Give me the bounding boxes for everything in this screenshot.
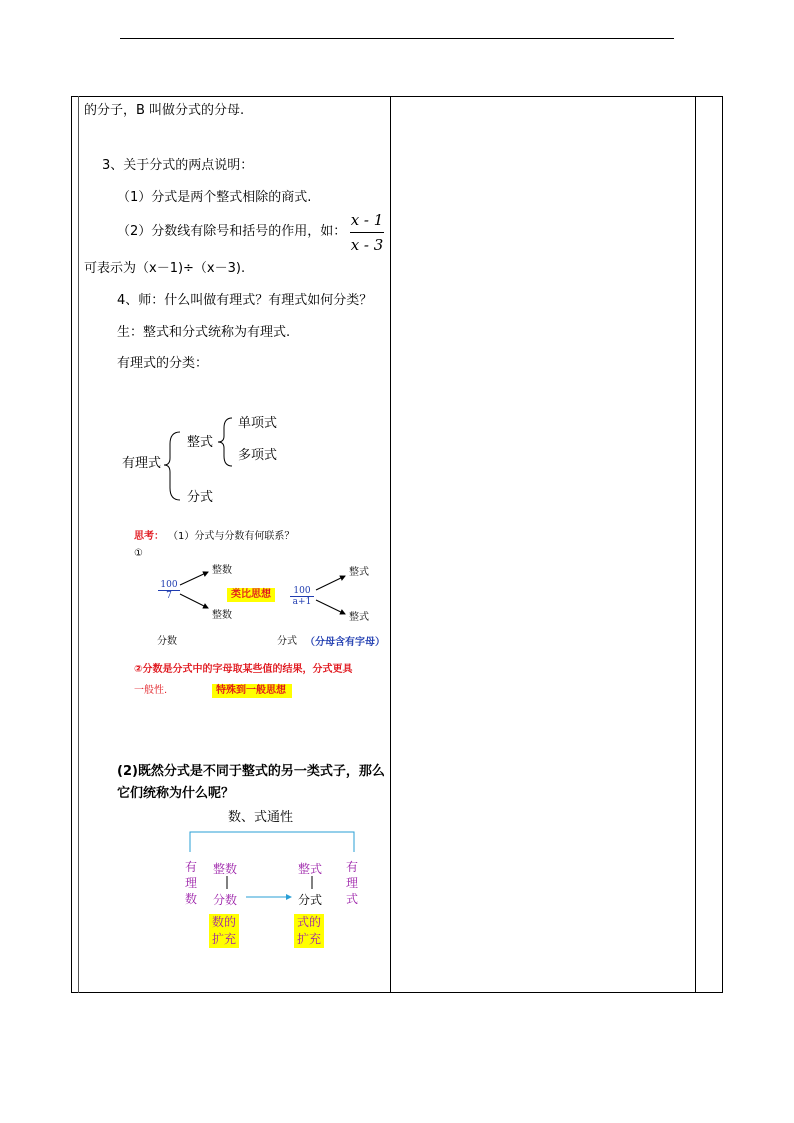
student-answer: 生：整式和分式统称为有理式. — [117, 325, 291, 340]
question-2-line1: (2)既然分式是不同于整式的另一类式子，那么 — [117, 764, 385, 779]
tree-leaf-monomial: 单项式 — [238, 416, 278, 431]
think-item-marker: ① — [134, 548, 143, 559]
rational-number-char-3: 数 — [184, 892, 197, 906]
numeric-fraction-bottom: 7 — [158, 590, 180, 601]
tree-branch-integral: 整式 — [187, 435, 214, 450]
algebraic-integral-bottom: 整式 — [349, 612, 369, 623]
express-as-line: 可表示为（x－1)÷（x－3). — [84, 261, 246, 276]
diagram-fraction-expression: 分式 — [298, 893, 323, 907]
diagram-integral-expression: 整式 — [298, 862, 323, 876]
heading-3: 3、关于分式的两点说明： — [102, 158, 254, 173]
number-extension-line1: 数的 — [212, 915, 237, 929]
rational-number-char-2: 理 — [184, 876, 197, 890]
question-2-line2: 它们统称为什么呢？ — [117, 786, 235, 801]
algebraic-fraction-top: 100 — [293, 586, 311, 596]
label-fraction-algebraic: 分式 — [277, 636, 297, 647]
algebraic-integral-top: 整式 — [349, 567, 369, 578]
expression-extension-line1: 式的 — [297, 915, 322, 929]
numeric-integer-bottom: 整数 — [212, 610, 232, 621]
diagram-fraction-number: 分数 — [213, 893, 238, 907]
tree-branch-fraction: 分式 — [187, 490, 214, 505]
note-1: （1）分式是两个整式相除的商式. — [117, 190, 312, 205]
rational-number-vertical — [184, 859, 198, 907]
think-question: （1）分式与分数有何联系？ — [168, 531, 295, 542]
numeric-fraction-top: 100 — [160, 580, 178, 590]
rational-number-char-1: 有 — [184, 860, 197, 874]
think-label: 思考： — [134, 531, 164, 542]
rational-expression-char-2: 理 — [345, 876, 358, 890]
fraction-definition-line: 的分子，B 叫做分式的分母. — [84, 103, 245, 118]
example-fraction-numerator: x - 1 — [350, 211, 384, 229]
point-2-line2: 一般性. — [134, 685, 168, 696]
example-fraction-denominator: x - 3 — [350, 236, 384, 254]
algebraic-fraction-bottom: a+1 — [290, 596, 314, 607]
special-to-general-badge: 特殊到一般思想 — [212, 684, 292, 698]
diagram-integer: 整数 — [213, 862, 238, 876]
number-extension-badge — [209, 914, 239, 948]
point-2-line1: ②分数是分式中的字母取某些值的结果，分式更具 — [134, 664, 353, 675]
classification-title: 有理式的分类： — [117, 356, 209, 371]
rational-expression-char-3: 式 — [345, 892, 358, 906]
expression-extension-line2: 扩充 — [297, 932, 322, 946]
analogy-badge: 类比思想 — [227, 588, 275, 602]
number-extension-line2: 扩充 — [212, 932, 237, 946]
expression-extension-badge — [294, 914, 324, 948]
label-fraction-numeric: 分数 — [157, 636, 177, 647]
rational-expression-vertical — [345, 859, 359, 907]
tree-leaf-polynomial: 多项式 — [238, 448, 278, 463]
rational-expression-char-1: 有 — [345, 860, 358, 874]
tree-root: 有理式 — [122, 456, 162, 471]
diagram-title: 数、式通性 — [228, 810, 294, 825]
denominator-letter-note: （分母含有字母） — [305, 637, 385, 648]
note-2: （2）分数线有除号和括号的作用，如： — [117, 224, 347, 239]
heading-4: 4、师：什么叫做有理式？有理式如何分类？ — [117, 293, 373, 308]
numeric-integer-top: 整数 — [212, 565, 232, 576]
